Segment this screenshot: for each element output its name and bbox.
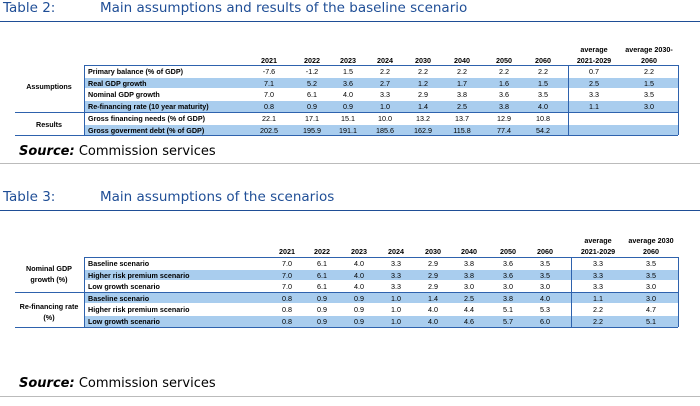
table2-col-header: 2060 (535, 56, 551, 65)
table3-header-rule (84, 257, 678, 258)
table3-avg2-header: 2060 (643, 247, 659, 256)
table2-cell: 1.5 (538, 78, 548, 88)
table2-cell: 13.7 (455, 113, 469, 123)
table2-cell: 2.9 (418, 90, 428, 100)
table2-cell: 1.4 (418, 102, 428, 112)
table2-group-label: Assumptions (26, 82, 72, 91)
table2-cell: 17.1 (305, 113, 319, 123)
table3-cell: 4.6 (464, 317, 474, 326)
table2-cell: 115.8 (453, 125, 471, 135)
table3-avg2-cell: 3.5 (646, 259, 656, 268)
table2-cell: 3.6 (343, 78, 353, 88)
table3-cell: 0.9 (317, 305, 327, 315)
table3-bottom-rule (0, 396, 700, 397)
table3-cell: 0.9 (317, 317, 327, 326)
table2-cell: 1.2 (418, 78, 428, 88)
table3-avg1-cell: 3.3 (593, 270, 603, 280)
table3-cell: 3.8 (464, 270, 474, 280)
table2-cell: 3.8 (499, 102, 509, 112)
table2-col-header: 2050 (496, 56, 512, 65)
table2-cell: 13.2 (416, 113, 430, 123)
table2-cell: 2.7 (380, 78, 390, 88)
table2-col-header: 2030 (415, 56, 431, 65)
table3-cell: 4.0 (428, 305, 438, 315)
table2-cell: 1.6 (499, 78, 509, 88)
table3-cell: 7.0 (282, 259, 292, 268)
table3-cell: 3.5 (540, 259, 550, 268)
table3-cell: 3.3 (391, 270, 401, 280)
table2-cell: 3.3 (380, 90, 390, 100)
table3-cell: 2.5 (464, 293, 474, 303)
table2-avg1-cell: 1.1 (589, 102, 599, 112)
table3-cell: 1.4 (428, 293, 438, 303)
table3-avg2-cell: 3.0 (646, 293, 656, 303)
table3-cell: 3.0 (540, 282, 550, 292)
table3-cell: 5.3 (540, 305, 550, 315)
table2-cell: 3.5 (538, 90, 548, 100)
table2-row-label: Nominal GDP growth (88, 90, 160, 100)
table3-col-header: 2060 (537, 247, 553, 256)
table2-avg2-cell: 3.0 (644, 102, 654, 112)
table2-cell: -7.6 (262, 67, 276, 76)
table2-cell: 22.1 (262, 113, 276, 123)
table2-row-label: Real GDP growth (88, 78, 147, 88)
table3-group-label: (%) (43, 313, 55, 322)
table3-cell: 4.4 (464, 305, 474, 315)
table3-cell: 1.0 (391, 293, 401, 303)
table3-avg2-cell: 4.7 (646, 305, 656, 315)
table3-avg2-cell: 3.0 (646, 282, 656, 292)
table3-avg2-header: average 2030 (628, 236, 674, 245)
table2-title: Main assumptions and results of the baseline scenario (100, 0, 468, 16)
table2-cell: 7.0 (264, 90, 274, 100)
table2-cell: 162.9 (414, 125, 432, 135)
table3-cell: 2.9 (428, 259, 438, 268)
table3-right-vrule (678, 257, 679, 327)
table2-avg1-header: 2021-2029 (576, 56, 612, 65)
table2-bottom-rule (0, 163, 700, 164)
table2-cell: 12.9 (497, 113, 511, 123)
table2-avg2-cell: 2.2 (644, 67, 654, 76)
table3-source (19, 376, 216, 391)
table3-col-header: 2024 (388, 247, 404, 256)
table3-col-header: 2023 (351, 247, 367, 256)
table3-cell: 0.9 (354, 305, 364, 315)
table3-avg-vrule (571, 257, 572, 327)
table2-cell: 191.1 (339, 125, 357, 135)
table2-col-header: 2022 (304, 56, 320, 65)
table3-avg1-cell: 3.3 (593, 282, 603, 292)
table3-avg1-cell: 1.1 (593, 293, 603, 303)
table3-title: Main assumptions of the scenarios (100, 189, 335, 205)
table3-cell: 0.9 (354, 293, 364, 303)
table2-cell: 3.8 (457, 90, 467, 100)
table2-label-vrule (84, 65, 85, 135)
table3-cell: 4.0 (354, 270, 364, 280)
table2-avg1-cell: 2.5 (589, 78, 599, 88)
table2-cell: 10.0 (378, 113, 392, 123)
table3-cell: 6.1 (317, 259, 327, 268)
table3-avg1-cell: 2.2 (593, 305, 603, 315)
table2-cell: 0.9 (343, 102, 353, 112)
table2-col-header: 2021 (261, 56, 277, 65)
table2-cell: 6.1 (307, 90, 317, 100)
table3-col-header: 2021 (279, 247, 295, 256)
table3-row-label: Low growth scenario (88, 282, 160, 292)
table3-cell: 0.8 (282, 305, 292, 315)
table3-title-bar (0, 189, 700, 211)
table2-cell: 3.6 (499, 90, 509, 100)
table2-right-vrule (678, 65, 679, 135)
table3-col-header: 2030 (425, 247, 441, 256)
table2-cell: 2.2 (499, 67, 509, 76)
table2-row-label: Primary balance (% of GDP) (88, 67, 184, 76)
table3-avg2-cell: 3.5 (646, 270, 656, 280)
table2-cell: 2.2 (418, 67, 428, 76)
table3-cell: 6.1 (317, 270, 327, 280)
table3-cell: 0.9 (354, 317, 364, 326)
table2-row-label: Gross financing needs (% of GDP) (88, 113, 206, 123)
table2-cell: 2.2 (538, 67, 548, 76)
table3-cell: 3.6 (503, 270, 513, 280)
table2-cell: 7.1 (264, 78, 274, 88)
table2-row-label: Gross goverment debt (% of GDP) (88, 125, 205, 135)
table3-cell: 3.0 (503, 282, 513, 292)
table2-cell: 1.7 (457, 78, 467, 88)
table3-group-label: Nominal GDP (26, 264, 72, 273)
table3-col-header: 2050 (500, 247, 516, 256)
table3-cell: 4.0 (540, 293, 550, 303)
table2-source (19, 144, 216, 159)
table2-avg-vrule (568, 65, 569, 135)
table3-cell: 3.8 (503, 293, 513, 303)
table2-group-label: Results (36, 120, 62, 129)
table2-number: Table 2: (3, 0, 56, 16)
table2-avg1-header: average (580, 45, 608, 54)
table3-avg1-header: average (584, 236, 612, 245)
table3-avg1-cell: 3.3 (593, 259, 603, 268)
table3-cell: 4.0 (354, 282, 364, 292)
table3-cell: 0.8 (282, 317, 292, 326)
table2-title-bar (0, 0, 700, 22)
table2-avg2-cell: 3.5 (644, 90, 654, 100)
table3-col-header: 2040 (461, 247, 477, 256)
table2-cell: 1.0 (380, 102, 390, 112)
table2-avg2-cell: 1.5 (644, 78, 654, 88)
table2-avg1-cell: 3.3 (589, 90, 599, 100)
table3-avg2-cell: 5.1 (646, 317, 656, 326)
table2-cell: 2.2 (380, 67, 390, 76)
table2-cell: 0.9 (307, 102, 317, 112)
table3-source-text: Commission services (74, 376, 216, 391)
table3-cell: 4.0 (354, 259, 364, 268)
table2-cell: 185.6 (376, 125, 394, 135)
table3-cell: 6.0 (540, 317, 550, 326)
table3-row-label: Low growth scenario (88, 317, 160, 326)
table3-cell: 0.9 (317, 293, 327, 303)
table2-avg1-cell: 0.7 (589, 67, 599, 76)
table2-cell: 54.2 (536, 125, 550, 135)
table2-avg2-header: average 2030- (625, 45, 673, 54)
table3-cell: 0.8 (282, 293, 292, 303)
table3-cell: 4.0 (428, 317, 438, 326)
table2-cell: 77.4 (497, 125, 511, 135)
table3-cell: 3.3 (391, 282, 401, 292)
table3-group-label: Re-financing rate (19, 302, 79, 311)
table3-cell: 3.6 (503, 259, 513, 268)
table3-cell: 2.9 (428, 270, 438, 280)
table3-row-label: Baseline scenario (88, 293, 150, 303)
table3-avg1-cell: 2.2 (593, 317, 603, 326)
table2-header-rule (84, 65, 678, 66)
table2-cell: 4.0 (343, 90, 353, 100)
table2-row-label: Re-financing rate (10 year maturity) (88, 102, 209, 112)
table3-number: Table 3: (3, 189, 56, 205)
table3-cell: 1.0 (391, 317, 401, 326)
table2-col-header: 2040 (454, 56, 470, 65)
table3-cell: 7.0 (282, 282, 292, 292)
table3-avg1-header: 2021-2029 (580, 247, 616, 256)
table3-cell: 6.1 (317, 282, 327, 292)
table3-col-header: 2022 (314, 247, 330, 256)
table3-cell: 5.7 (503, 317, 513, 326)
table2-avg2-header: 2060 (641, 56, 657, 65)
table2-source-text: Commission services (74, 144, 216, 159)
table2-cell: 195.9 (303, 125, 321, 135)
table3-cell: 7.0 (282, 270, 292, 280)
table3-row-label: Higher risk premium scenario (88, 305, 190, 315)
table2-cell: 5.2 (307, 78, 317, 88)
table2-cell: -1.2 (305, 67, 319, 76)
table3-cell: 1.0 (391, 305, 401, 315)
table2-cell: 0.8 (264, 102, 274, 112)
table3-cell: 3.3 (391, 259, 401, 268)
table3-label-vrule (84, 257, 85, 327)
table3-cell: 3.0 (464, 282, 474, 292)
table2-cell: 2.5 (457, 102, 467, 112)
table2-cell: 1.5 (343, 67, 353, 76)
table2-cell: 2.2 (457, 67, 467, 76)
table3-cell: 5.1 (503, 305, 513, 315)
table2-cell: 202.5 (260, 125, 278, 135)
table3-cell: 3.8 (464, 259, 474, 268)
table3-row-label: Higher risk premium scenario (88, 270, 190, 280)
table3-cell: 3.5 (540, 270, 550, 280)
table2-source-label: Source: (19, 144, 75, 159)
table2-cell: 4.0 (538, 102, 548, 112)
table3-row-label: Baseline scenario (88, 259, 150, 268)
table2-col-header: 2024 (377, 56, 393, 65)
table2-col-header: 2023 (340, 56, 356, 65)
table3-cell: 2.9 (428, 282, 438, 292)
table2-cell: 15.1 (341, 113, 355, 123)
table3-group-label: growth (%) (30, 275, 68, 284)
table2-cell: 10.8 (536, 113, 550, 123)
table3-source-label: Source: (19, 376, 75, 391)
